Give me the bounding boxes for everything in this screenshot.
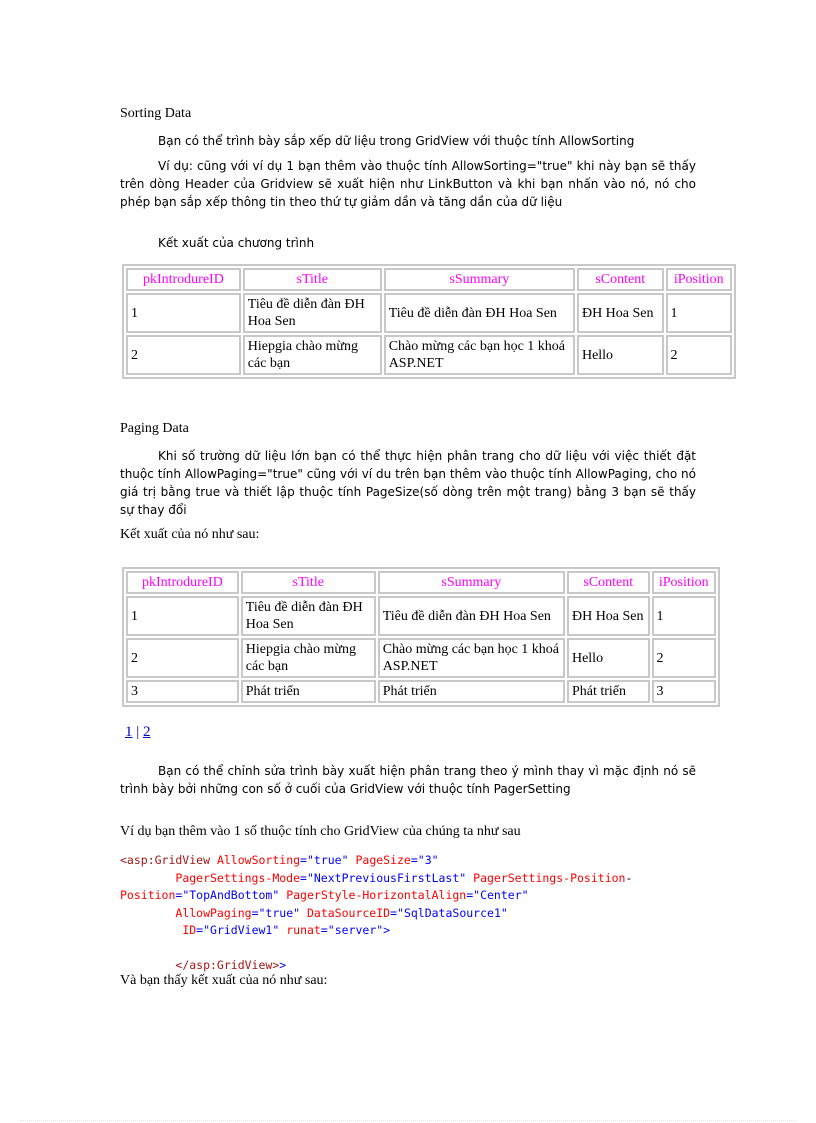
- table-cell: 2: [126, 335, 241, 375]
- table-cell: Phát triển: [567, 680, 650, 703]
- code-attr-value: "TopAndBottom": [182, 888, 280, 902]
- table-cell: Tiêu đề diễn đàn ĐH Hoa Sen: [241, 596, 376, 636]
- pager-page-2-link[interactable]: 2: [143, 724, 151, 740]
- table-cell: Phát triển: [378, 680, 565, 703]
- sorting-result-table: [122, 264, 736, 379]
- table-header-row: [126, 571, 716, 594]
- code-attr-name: runat: [286, 923, 321, 937]
- table-cell: Phát triển: [241, 680, 376, 703]
- table-cell: Hello: [567, 638, 650, 678]
- sorting-intro: Bạn có thể trình bày sắp xếp dữ liệu trong GridView với thuộc tính AllowSorting: [158, 134, 635, 148]
- table-row: [126, 293, 732, 333]
- code-attr-name: ID: [182, 923, 197, 937]
- code-attr-name: DataSourceID: [306, 905, 391, 920]
- pager-separator: |: [136, 724, 140, 740]
- code-attr-value: "true": [306, 853, 349, 867]
- code-attr-name: PagerStyle-HorizontalAlign: [286, 888, 467, 902]
- table-cell: Tiêu đề diễn đàn ĐH Hoa Sen: [378, 596, 565, 636]
- sorting-heading: Sorting Data: [120, 106, 192, 121]
- code-attr-name: PagerSettings-Position: [473, 870, 626, 885]
- sorting-example: Ví dụ: cũng với ví dụ 1 bạn thêm vào thuộc tính AllowSorting="true" khi này bạn sẽ thấy trên dòng Header của Gridview sẽ xuất hiện như LinkButton và khi bạn nhấn vào nó, nó cho phép bạn sắp xếp thông tin theo thứ tự giảm dần và tăng dần của dữ liệu: [120, 159, 696, 209]
- pager-setting-intro: Bạn có thể chỉnh sửa trình bày xuất hiện phân trang theo ý mình thay vì mặc định nó sẽ trình bày bởi những con số ở cuối của GridView với thuộc tính PagerSetting: [120, 764, 696, 796]
- code-attr-value: "NextPreviousFirstLast": [306, 870, 467, 885]
- paging-intro: Khi số trường dữ liệu lớn bạn có thể thực hiện phân trang cho dữ liệu với việc thiết đặt thuộc tính AllowPaging="true" cũng với ví du trên bạn thêm vào thuộc tính AllowPaging, cho nó giá trị bằng true và thiết lập thuộc tính PageSize(số dòng trên một trang) bằng 3 bạn sẽ thấy sự thay đổi: [120, 449, 696, 517]
- code-attr-value: "SqlDataSource1": [397, 905, 508, 920]
- column-header: iPosition: [666, 268, 732, 291]
- code-attr-value: "Center": [473, 888, 529, 902]
- code-attr-value: "server": [327, 923, 384, 937]
- table-cell: ĐH Hoa Sen: [577, 293, 664, 333]
- table-cell: 2: [666, 335, 732, 375]
- pager: [125, 724, 151, 741]
- paging-heading: Paging Data: [120, 421, 189, 436]
- code-sample: <asp:GridView AllowSorting="true" PageSize="3" PagerSettings-Mode="NextPreviousFirstLast" PagerSettings-Position- Position="TopAndBottom" PagerStyle-HorizontalAlign="Center" AllowPaging="true" DataSourceID="SqlDataSource1" ID="GridView1" runat="server"> </asp:GridView>>: [120, 853, 633, 972]
- column-header: sTitle: [241, 571, 376, 594]
- table-cell: Tiêu đề diễn đàn ĐH Hoa Sen: [243, 293, 382, 333]
- column-header: sTitle: [243, 268, 382, 291]
- code-attr-value: "true": [258, 905, 301, 920]
- column-header: pkIntrodureID: [126, 268, 241, 291]
- table-cell: Tiêu đề diễn đàn ĐH Hoa Sen: [384, 293, 575, 333]
- column-header: iPosition: [652, 571, 716, 594]
- table-row: [126, 680, 716, 703]
- code-open-tag: <asp:GridView: [120, 853, 211, 867]
- table-cell: Chào mừng các bạn học 1 khoá ASP.NET: [384, 335, 575, 375]
- column-header: sSummary: [384, 268, 575, 291]
- table-cell: 1: [666, 293, 732, 333]
- table-row: [126, 596, 716, 636]
- table-cell: ĐH Hoa Sen: [567, 596, 650, 636]
- table-cell: Hello: [577, 335, 664, 375]
- column-header: sContent: [567, 571, 650, 594]
- table-cell: 1: [126, 293, 241, 333]
- table-row: [126, 335, 732, 375]
- column-header: sContent: [577, 268, 664, 291]
- pager-page-1-link[interactable]: 1: [125, 724, 133, 740]
- column-header: pkIntrodureID: [126, 571, 239, 594]
- code-attr-name: AllowPaging: [175, 905, 252, 920]
- pager-example-label: Ví dụ bạn thêm vào 1 số thuộc tính cho GridView của chúng ta như sau: [120, 824, 521, 839]
- code-attr-name: PageSize: [355, 853, 411, 867]
- column-header: sSummary: [378, 571, 565, 594]
- after-label: Và bạn thấy kết xuất của nó như sau:: [120, 973, 328, 988]
- table-cell: 1: [652, 596, 716, 636]
- code-close-tag: </asp:GridView>: [175, 958, 280, 972]
- table-cell: Hiepgia chào mừng các bạn: [243, 335, 382, 375]
- page-footer-divider: [20, 1120, 796, 1122]
- paging-output-label: Kết xuất của nó như sau:: [120, 527, 260, 542]
- table-cell: 2: [652, 638, 716, 678]
- code-attr-name: AllowSorting: [216, 853, 301, 867]
- table-cell: Hiepgia chào mừng các bạn: [241, 638, 376, 678]
- table-cell: 3: [126, 680, 239, 703]
- table-row: [126, 638, 716, 678]
- table-cell: 3: [652, 680, 716, 703]
- paging-result-table: [122, 567, 720, 707]
- code-attr-value: "3": [417, 853, 439, 867]
- table-cell: 1: [126, 596, 239, 636]
- sorting-output-label: Kết xuất của chương trình: [158, 236, 315, 250]
- table-cell: 2: [126, 638, 239, 678]
- code-attr-name: PagerSettings-Mode: [175, 870, 301, 885]
- code-attr-value: "GridView1": [203, 923, 280, 937]
- table-cell: Chào mừng các bạn học 1 khoá ASP.NET: [378, 638, 565, 678]
- table-header-row: [126, 268, 732, 291]
